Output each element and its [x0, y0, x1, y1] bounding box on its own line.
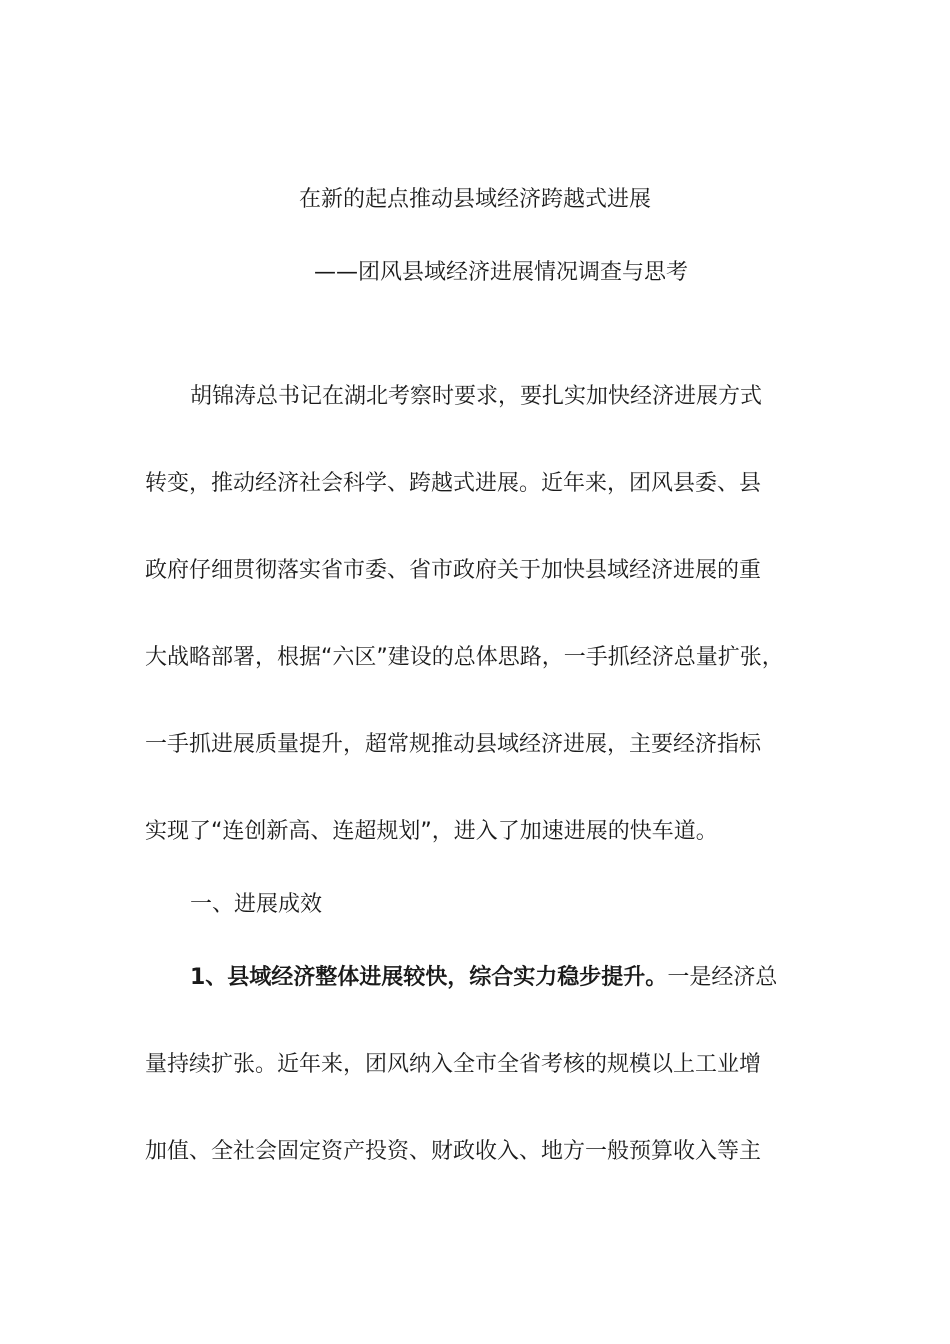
point-text: 一是经济总 [667, 965, 778, 990]
document-title: 在新的起点推动县域经济跨越式进展 [298, 187, 651, 212]
paragraph-line: 量持续扩张。近年来，团风纳入全市全省考核的规模以上工业增 [145, 1052, 762, 1077]
section-heading: 一、进展成效 [190, 892, 323, 917]
paragraph-line: 实现了“连创新高、连超规划”，进入了加速进展的快车道。 [145, 819, 718, 844]
point-heading: 1、县域经济整体进展较快，综合实力稳步提升。 [190, 965, 668, 990]
paragraph-line: 大战略部署，根据“六区”建设的总体思路，一手抓经济总量扩张， [145, 645, 784, 670]
point-line [190, 963, 830, 993]
paragraph-line: 政府仔细贯彻落实省市委、省市政府关于加快县域经济进展的重 [145, 558, 762, 583]
paragraph-line: 转变，推动经济社会科学、跨越式进展。近年来，团风县委、县 [145, 471, 762, 496]
document-subtitle: ——团风县域经济进展情况调查与思考 [313, 260, 688, 285]
paragraph-line: 胡锦涛总书记在湖北考察时要求，要扎实加快经济进展方式 [190, 384, 763, 409]
paragraph-line: 加值、全社会固定资产投资、财政收入、地方一般预算收入等主 [145, 1139, 762, 1164]
paragraph-line: 一手抓进展质量提升，超常规推动县域经济进展，主要经济指标 [145, 732, 762, 757]
